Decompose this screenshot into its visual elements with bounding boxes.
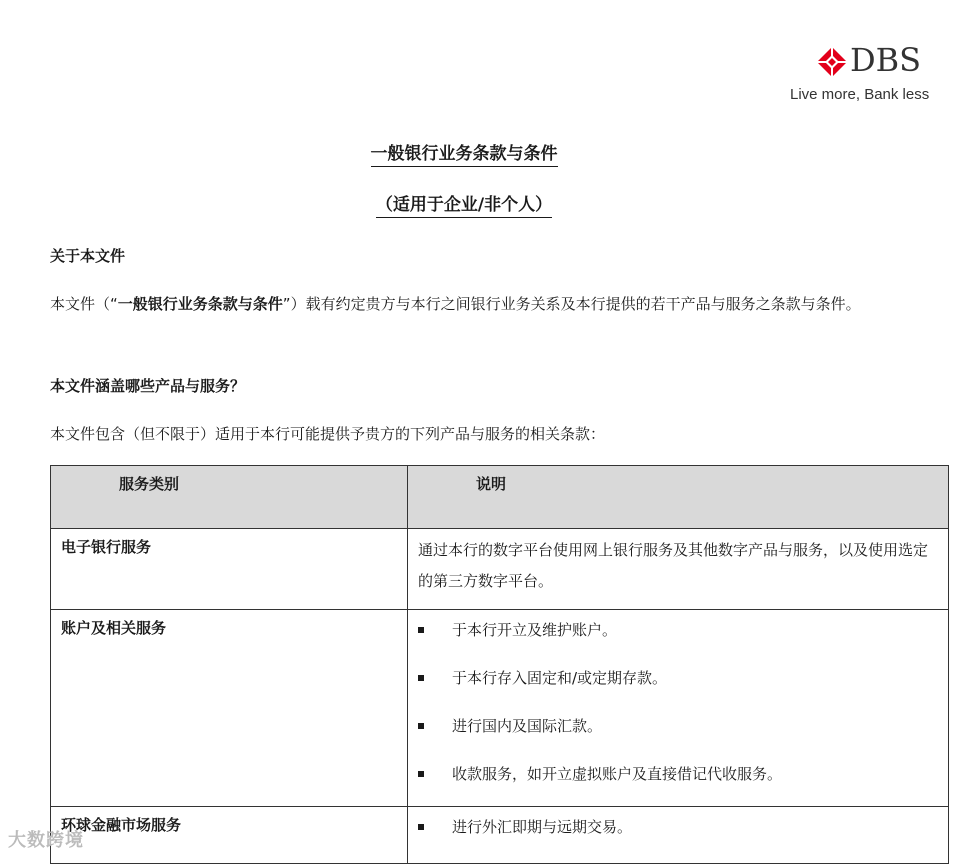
category-cell: 环球金融市场服务 [51,807,408,864]
list-item: 进行外汇即期与远期交易。 [418,815,938,839]
table-row [51,529,949,610]
logo-tagline: Live more, Bank less [790,86,930,103]
bullet-list [418,618,938,786]
category-cell: 账户及相关服务 [51,610,408,807]
table-row [51,807,949,864]
list-item: 于本行存入固定和/或定期存款。 [418,666,938,690]
list-item: 进行国内及国际汇款。 [418,714,938,738]
bullet-list [418,815,938,839]
dbs-star-icon [816,46,848,78]
coverage-paragraph: 本文件包含（但不限于）适用于本行可能提供予贵方的下列产品与服务的相关条款： [50,425,606,443]
category-cell: 电子银行服务 [51,529,408,610]
document-subtitle: （适用于企业/非个人） [0,193,928,217]
list-item: 收款服务，如开立虚拟账户及直接借记代收服务。 [418,762,938,786]
document-name-bold: 一般银行业务条款与条件 [117,295,283,313]
section-heading-about: 关于本文件 [50,247,126,265]
list-item: 于本行开立及维护账户。 [418,618,938,642]
services-table [50,465,949,864]
header-description: 说明 [408,466,949,529]
watermark: 大数跨境 [8,830,84,851]
header-category: 服务类别 [51,466,408,529]
description-cell [408,807,949,864]
description-cell [408,610,949,807]
about-paragraph: 本文件（“一般银行业务条款与条件”）载有约定贵方与本行之间银行业务关系及本行提供的若干产品与服务之条款与条件。 [50,295,861,313]
description-cell: 通过本行的数字平台使用网上银行服务及其他数字产品与服务，以及使用选定的第三方数字平台。 [408,529,949,610]
table-header-row [51,466,949,529]
table-row [51,610,949,807]
logo-wordmark: DBS [850,41,922,79]
document-title: 一般银行业务条款与条件 [0,142,928,166]
section-heading-coverage: 本文件涵盖哪些产品与服务？ [50,377,246,395]
dbs-logo [790,41,950,108]
